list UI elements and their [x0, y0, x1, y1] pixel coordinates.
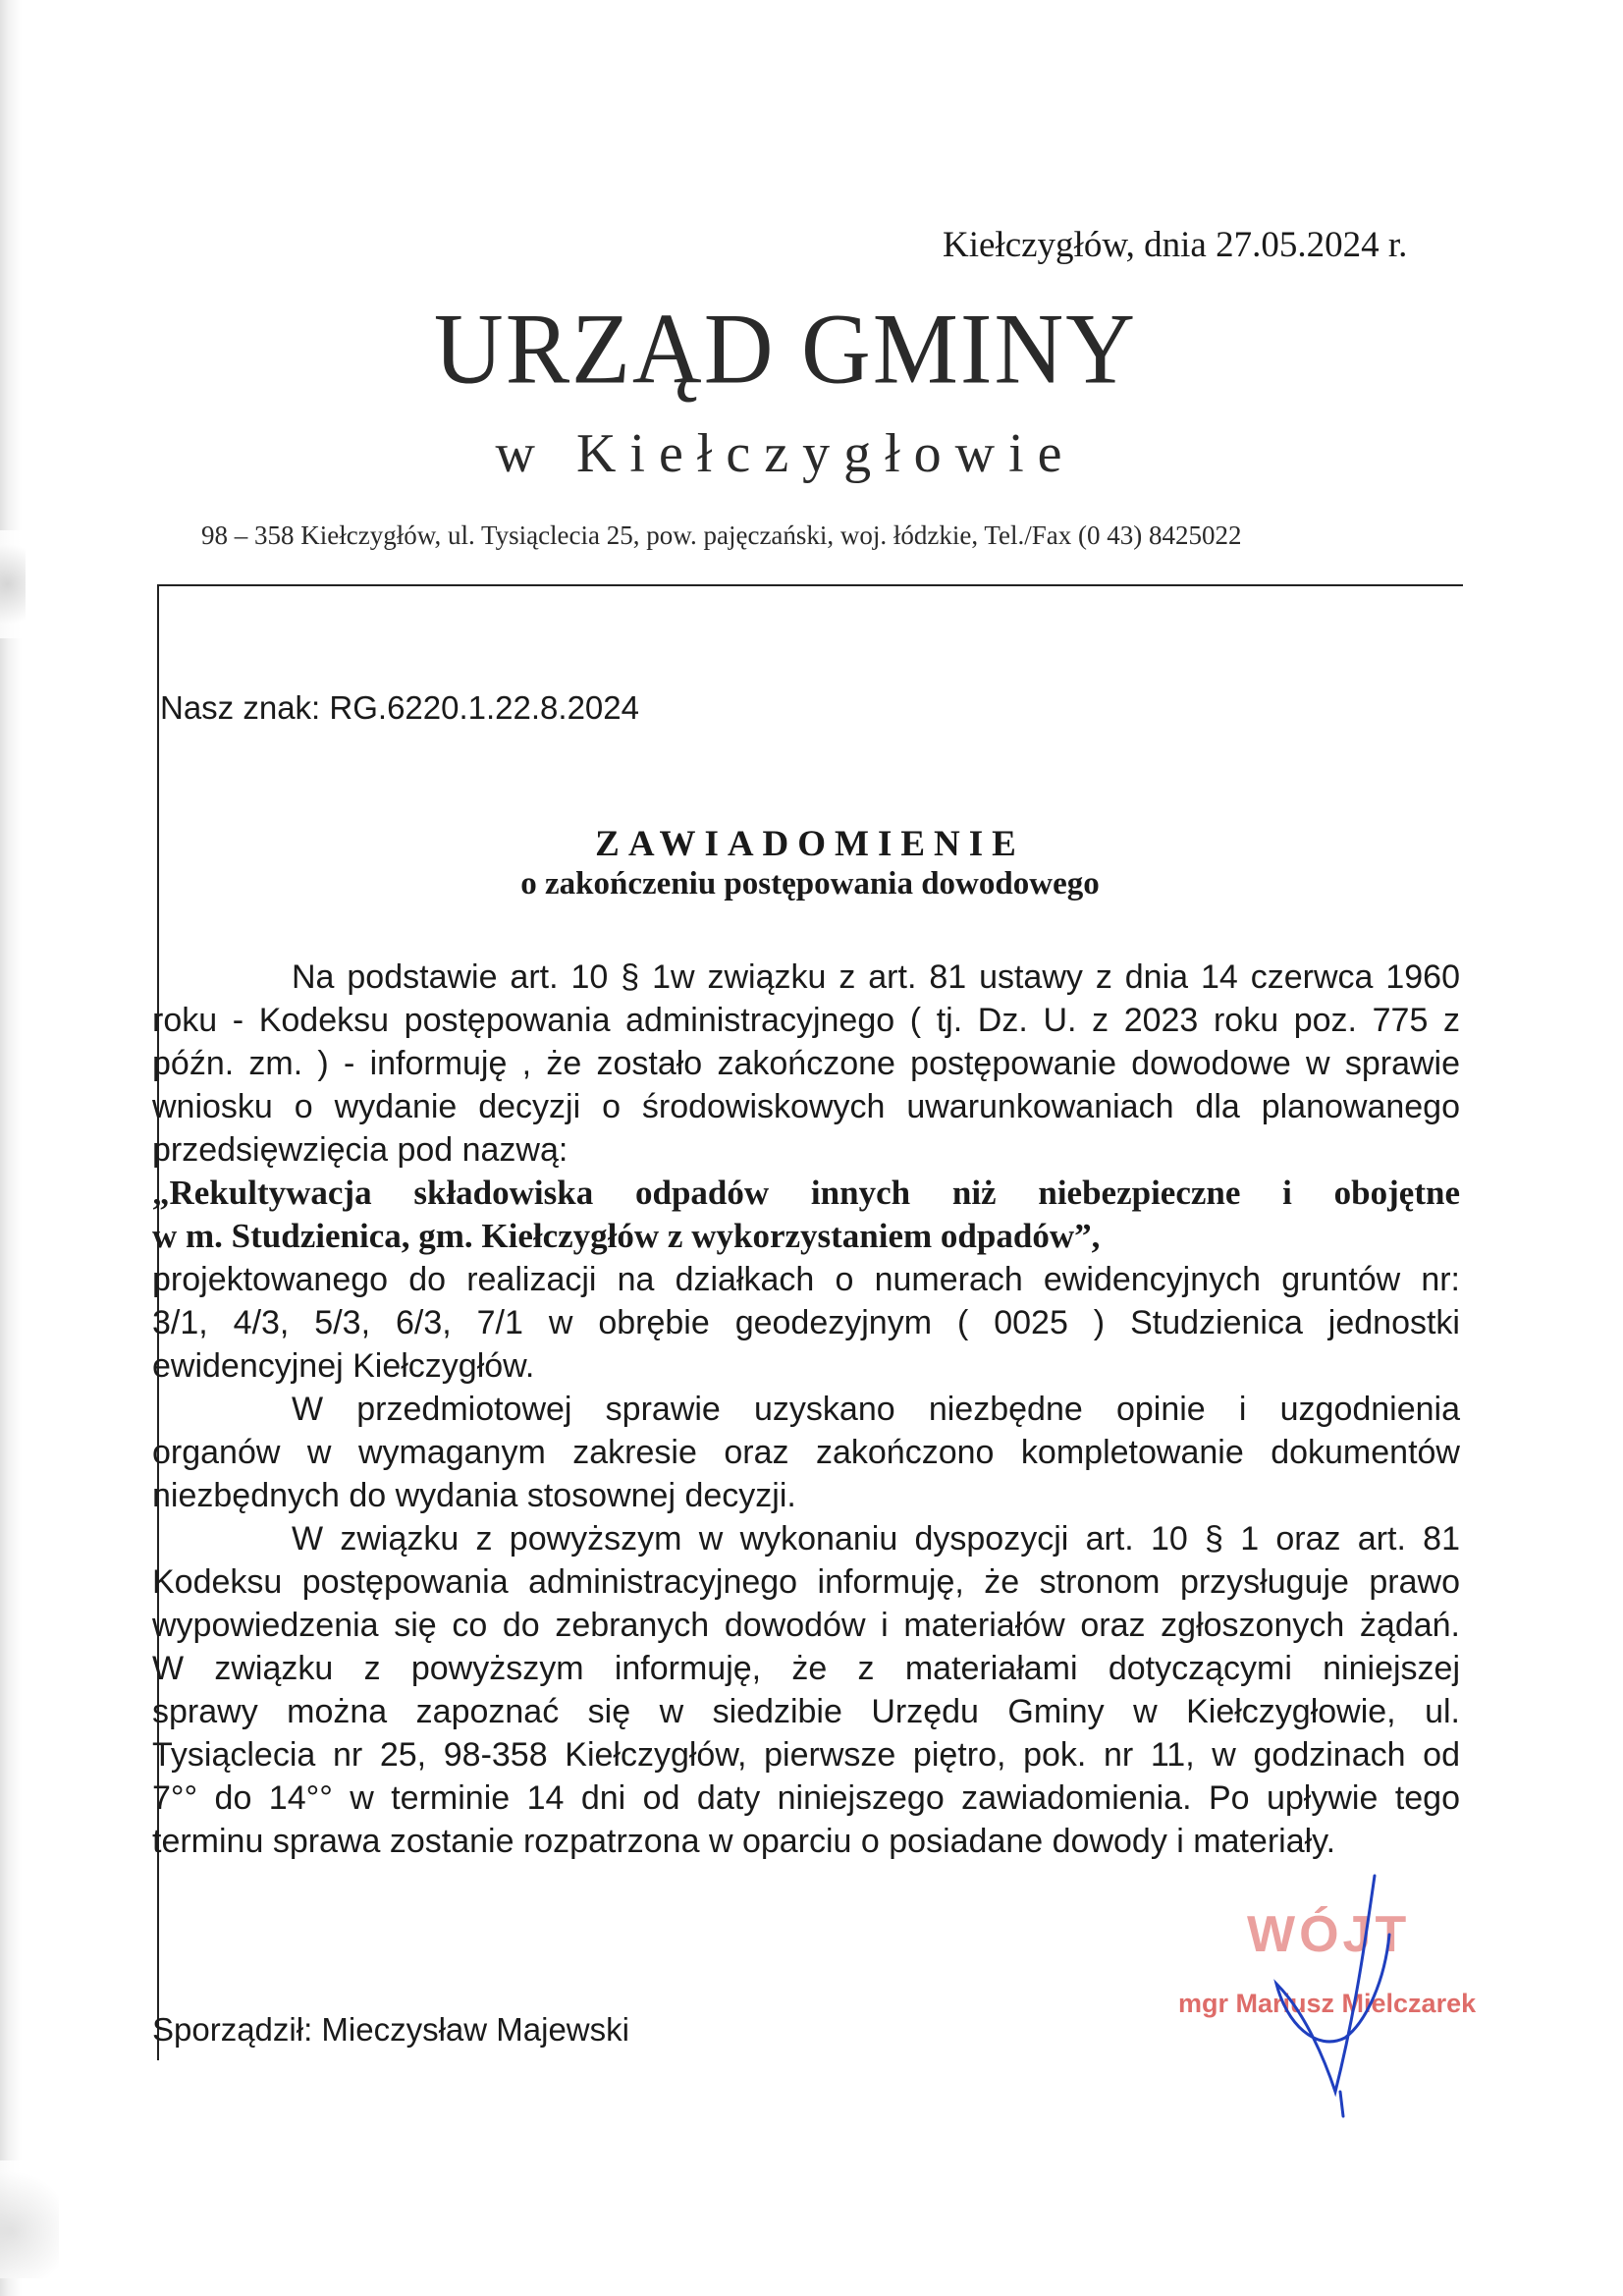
body-line: W związku z powyższym informuję, że z materiałami dotyczącymi niniejszej — [152, 1650, 1460, 1687]
body-line: Tysiąclecia nr 25, 98-358 Kiełczygłów, pierwsze piętro, pok. nr 11, w godzinach od — [152, 1736, 1460, 1774]
reference-number: Nasz znak: RG.6220.1.22.8.2024 — [160, 689, 639, 726]
body-line: terminu sprawa zostanie rozpatrzona w oparciu o posiadane dowody i materiały. — [152, 1823, 1336, 1860]
header-divider — [157, 584, 1463, 586]
office-address: 98 – 358 Kiełczygłów, ul. Tysiąclecia 25, pow. pajęczański, woj. łódzkie, Tel./Fax (0 43) 8425022 — [201, 520, 1242, 550]
office-name: URZĄD GMINY — [433, 294, 1138, 406]
body-line: roku - Kodeksu postępowania administracyjnego ( tj. Dz. U. z 2023 roku poz. 775 z — [152, 1002, 1460, 1039]
body-line: 3/1, 4/3, 5/3, 6/3, 7/1 w obrębie geodezyjnym ( 0025 ) Studzienica jednostki — [152, 1304, 1460, 1341]
body-line: W związku z powyższym w wykonaniu dyspozycji art. 10 § 1 oraz art. 81 — [292, 1520, 1460, 1558]
body-line: Kodeksu postępowania administracyjnego informuję, że stronom przysługuje prawo — [152, 1563, 1460, 1601]
project-name-line: w m. Studzienica, gm. Kiełczygłów z wykorzystaniem odpadów”, — [152, 1217, 1101, 1255]
document-date: Kiełczygłów, dnia 27.05.2024 r. — [943, 225, 1408, 265]
body-line: wniosku o wydanie decyzji o środowiskowych uwarunkowaniach dla planowanego — [152, 1088, 1460, 1125]
scan-shadow-edge — [0, 0, 22, 2296]
scan-speck — [0, 2160, 59, 2278]
body-line: niezbędnych do wydania stosownej decyzji. — [152, 1477, 796, 1514]
body-line: przedsięwzięcia pod nazwą: — [152, 1131, 568, 1169]
stamp-name: mgr Mariusz Mielczarek — [1178, 1989, 1477, 2018]
notice-title: ZAWIADOMIENIE — [595, 824, 1025, 864]
body-line: 7°° do 14°° w terminie 14 dni od daty niniejszego zawiadomienia. Po upływie tego — [152, 1779, 1460, 1817]
body-line: projektowanego do realizacji na działkach o numerach ewidencyjnych gruntów nr: — [152, 1261, 1460, 1298]
project-name-line: „Rekultywacja składowiska odpadów innych niż niebezpieczne i obojętne — [152, 1174, 1460, 1212]
stamp-title: WÓJT — [1247, 1906, 1411, 1963]
scan-speck — [0, 530, 26, 638]
notice-subtitle: o zakończeniu postępowania dowodowego — [520, 866, 1100, 902]
handwritten-signature — [1217, 1866, 1414, 2121]
body-line: ewidencyjnej Kiełczygłów. — [152, 1347, 535, 1385]
prepared-by: Sporządził: Mieczysław Majewski — [152, 2011, 629, 2048]
notice-body — [152, 956, 1460, 1863]
body-line: późn. zm. ) - informuję , że zostało zakończone postępowanie dowodowe w sprawie — [152, 1045, 1460, 1082]
office-location: w Kiełczygłowie — [495, 423, 1076, 484]
body-line: wypowiedzenia się co do zebranych dowodów i materiałów oraz zgłoszonych żądań. — [152, 1607, 1460, 1644]
body-line: W przedmiotowej sprawie uzyskano niezbędne opinie i uzgodnienia — [292, 1391, 1460, 1428]
body-line: Na podstawie art. 10 § 1w związku z art. 81 ustawy z dnia 14 czerwca 1960 — [292, 958, 1460, 996]
body-line: organów w wymaganym zakresie oraz zakończono kompletowanie dokumentów — [152, 1434, 1460, 1471]
body-line: sprawy można zapoznać się w siedzibie Urzędu Gminy w Kiełczygłowie, ul. — [152, 1693, 1460, 1730]
